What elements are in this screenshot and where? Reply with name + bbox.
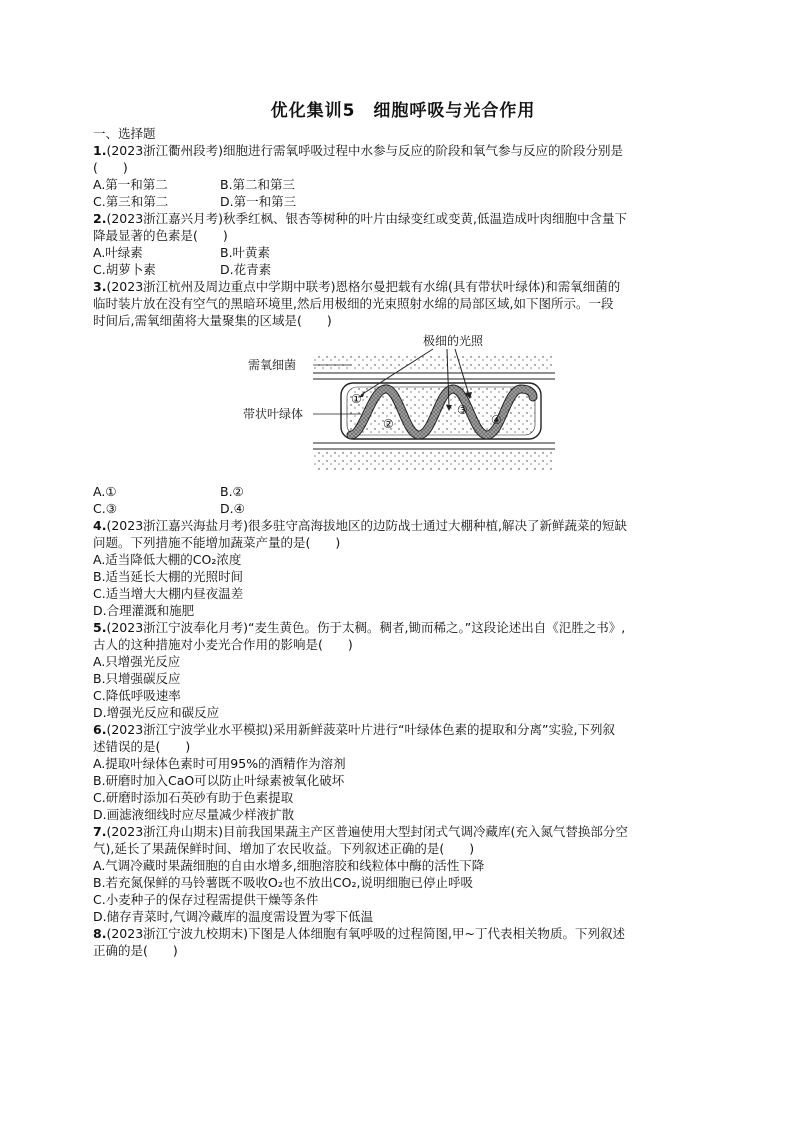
question-text: 很多驻守高海拔地区的边防战士通过大棚种植,解决了新鲜蔬菜的短缺 <box>248 518 628 533</box>
option-row <box>93 193 713 210</box>
question-text: “麦生黄色。伤于太稠。稠者,锄而稀之。”这段论述出自《氾胜之书》, <box>248 620 626 635</box>
option-d: D.画滤液细线时应尽量减少样液扩散 <box>93 807 295 822</box>
option-a: A.适当降低大棚的CO₂浓度 <box>93 552 242 567</box>
question-number: 4. <box>93 518 107 533</box>
option-d: D.合理灌溉和施肥 <box>93 603 195 618</box>
option-row <box>93 261 713 278</box>
marker-1: ① <box>351 392 362 406</box>
question-text-cont: 气),延长了果蔬保鲜时间、增加了农民收益。下列叙述正确的是( ) <box>93 841 475 856</box>
marker-3: ③ <box>457 403 468 417</box>
option-c: C.适当增大大棚内昼夜温差 <box>93 586 244 601</box>
option-row <box>93 500 713 517</box>
document-page <box>93 96 713 959</box>
option-b: B.只增强碳反应 <box>93 671 181 686</box>
option-row <box>93 176 713 193</box>
question-number: 2. <box>93 211 107 226</box>
option-a: A.第一和第二 <box>93 177 168 192</box>
spirogyra-diagram <box>93 331 713 481</box>
question-6 <box>93 721 713 738</box>
question-3 <box>93 278 713 295</box>
bacteria-dots-top <box>313 353 553 371</box>
option-d: D.储存青菜时,气调冷藏库的温度需设置为零下低温 <box>93 909 374 924</box>
question-text-cont: 述错误的是( ) <box>93 739 191 754</box>
option-c: C.③ <box>93 501 117 516</box>
question-text-cont: 时间后,需氧细菌将大量聚集的区域是( ) <box>93 313 332 328</box>
question-number: 1. <box>93 143 107 158</box>
option-d: D.第一和第三 <box>220 194 297 209</box>
option-c: C.研磨时添加石英砂有助于色素提取 <box>93 790 294 805</box>
question-source: (2023浙江衢州段考) <box>106 143 224 158</box>
option-a: A.只增强光反应 <box>93 654 181 669</box>
question-number: 3. <box>93 279 107 294</box>
option-d: D.增强光反应和碳反应 <box>93 705 220 720</box>
option-d: D.花青素 <box>220 262 272 277</box>
option-d: D.④ <box>220 501 245 516</box>
option-a: A.提取叶绿体色素时可用95%的酒精作为溶剂 <box>93 756 346 771</box>
question-source: (2023浙江宁波奉化月考) <box>106 620 249 635</box>
bacteria-dots-bottom <box>313 449 553 471</box>
question-number: 6. <box>93 722 107 737</box>
question-source: (2023浙江嘉兴海盐月考) <box>106 518 249 533</box>
option-a: A.气调冷藏时果蔬细胞的自由水增多,细胞溶胶和线粒体中酶的活性下降 <box>93 858 485 873</box>
question-text: 下图是人体细胞有氧呼吸的过程简图,甲~丁代表相关物质。下列叙述 <box>248 926 625 941</box>
question-text-cont: 降最显著的色素是( ) <box>93 228 228 243</box>
option-b: B.研磨时加入CaO可以防止叶绿素被氧化破坏 <box>93 773 345 788</box>
question-2 <box>93 210 713 227</box>
marker-2: ② <box>383 417 394 431</box>
option-c: C.第三和第二 <box>93 194 169 209</box>
question-number: 5. <box>93 620 107 635</box>
option-c: C.胡萝卜素 <box>93 262 156 277</box>
option-c: C.降低呼吸速率 <box>93 688 181 703</box>
question-4 <box>93 517 713 534</box>
question-number: 7. <box>93 824 107 839</box>
question-source: (2023浙江舟山期末) <box>106 824 224 839</box>
question-text: 目前我国果蔬主产区普遍使用大型封闭式气调冷藏库(充入氮气替换部分空 <box>223 824 628 839</box>
option-a: A.① <box>93 484 117 499</box>
question-text-cont: 临时装片放在没有空气的黑暗环境里,然后用极细的光束照射水绵的局部区域,如下图所示。一段 <box>93 296 614 311</box>
question-text: 采用新鲜菠菜叶片进行“叶绿体色素的提取和分离”实验,下列叙 <box>273 722 615 737</box>
question-5 <box>93 619 713 636</box>
option-row <box>93 244 713 261</box>
question-7 <box>93 823 713 840</box>
question-text-cont: 正确的是( ) <box>93 943 178 958</box>
option-c: C.小麦种子的保存过程需提供干燥等条件 <box>93 892 319 907</box>
option-a: A.叶绿素 <box>93 245 143 260</box>
option-b: B.若充氮保鲜的马铃薯既不吸收O₂也不放出CO₂,说明细胞已停止呼吸 <box>93 875 473 890</box>
option-b: B.② <box>220 484 244 499</box>
section-heading: 一、选择题 <box>93 126 156 141</box>
page-title: 优化集训5 细胞呼吸与光合作用 <box>270 101 536 121</box>
question-1 <box>93 142 713 159</box>
question-source: (2023浙江宁波九校期末) <box>106 926 249 941</box>
question-text-cont: ( ) <box>93 160 128 175</box>
label-bacteria: 需氧细菌 <box>248 358 297 372</box>
question-source: (2023浙江宁波学业水平模拟) <box>106 722 274 737</box>
question-source: (2023浙江杭州及周边重点中学期中联考) <box>106 279 336 294</box>
option-b: B.叶黄素 <box>220 245 271 260</box>
question-8 <box>93 925 713 942</box>
question-text: 恩格尔曼把载有水绵(具有带状叶绿体)和需氧细菌的 <box>335 279 621 294</box>
question-text: 细胞进行需氧呼吸过程中水参与反应的阶段和氧气参与反应的阶段分别是 <box>223 143 624 158</box>
label-chloroplast: 带状叶绿体 <box>243 407 304 421</box>
question-number: 8. <box>93 926 107 941</box>
spirogyra-figure <box>93 331 713 481</box>
option-row <box>93 483 713 500</box>
option-b: B.第二和第三 <box>220 177 296 192</box>
label-light: 极细的光照 <box>423 334 484 348</box>
question-source: (2023浙江嘉兴月考) <box>106 211 224 226</box>
option-b: B.适当延长大棚的光照时间 <box>93 569 244 584</box>
marker-4: ④ <box>491 413 502 427</box>
question-text: 秋季红枫、银杏等树种的叶片由绿变红或变黄,低温造成叶肉细胞中含量下 <box>223 211 628 226</box>
question-text-cont: 古人的这种措施对小麦光合作用的影响是( ) <box>93 637 353 652</box>
question-text-cont: 问题。下列措施不能增加蔬菜产量的是( ) <box>93 535 341 550</box>
